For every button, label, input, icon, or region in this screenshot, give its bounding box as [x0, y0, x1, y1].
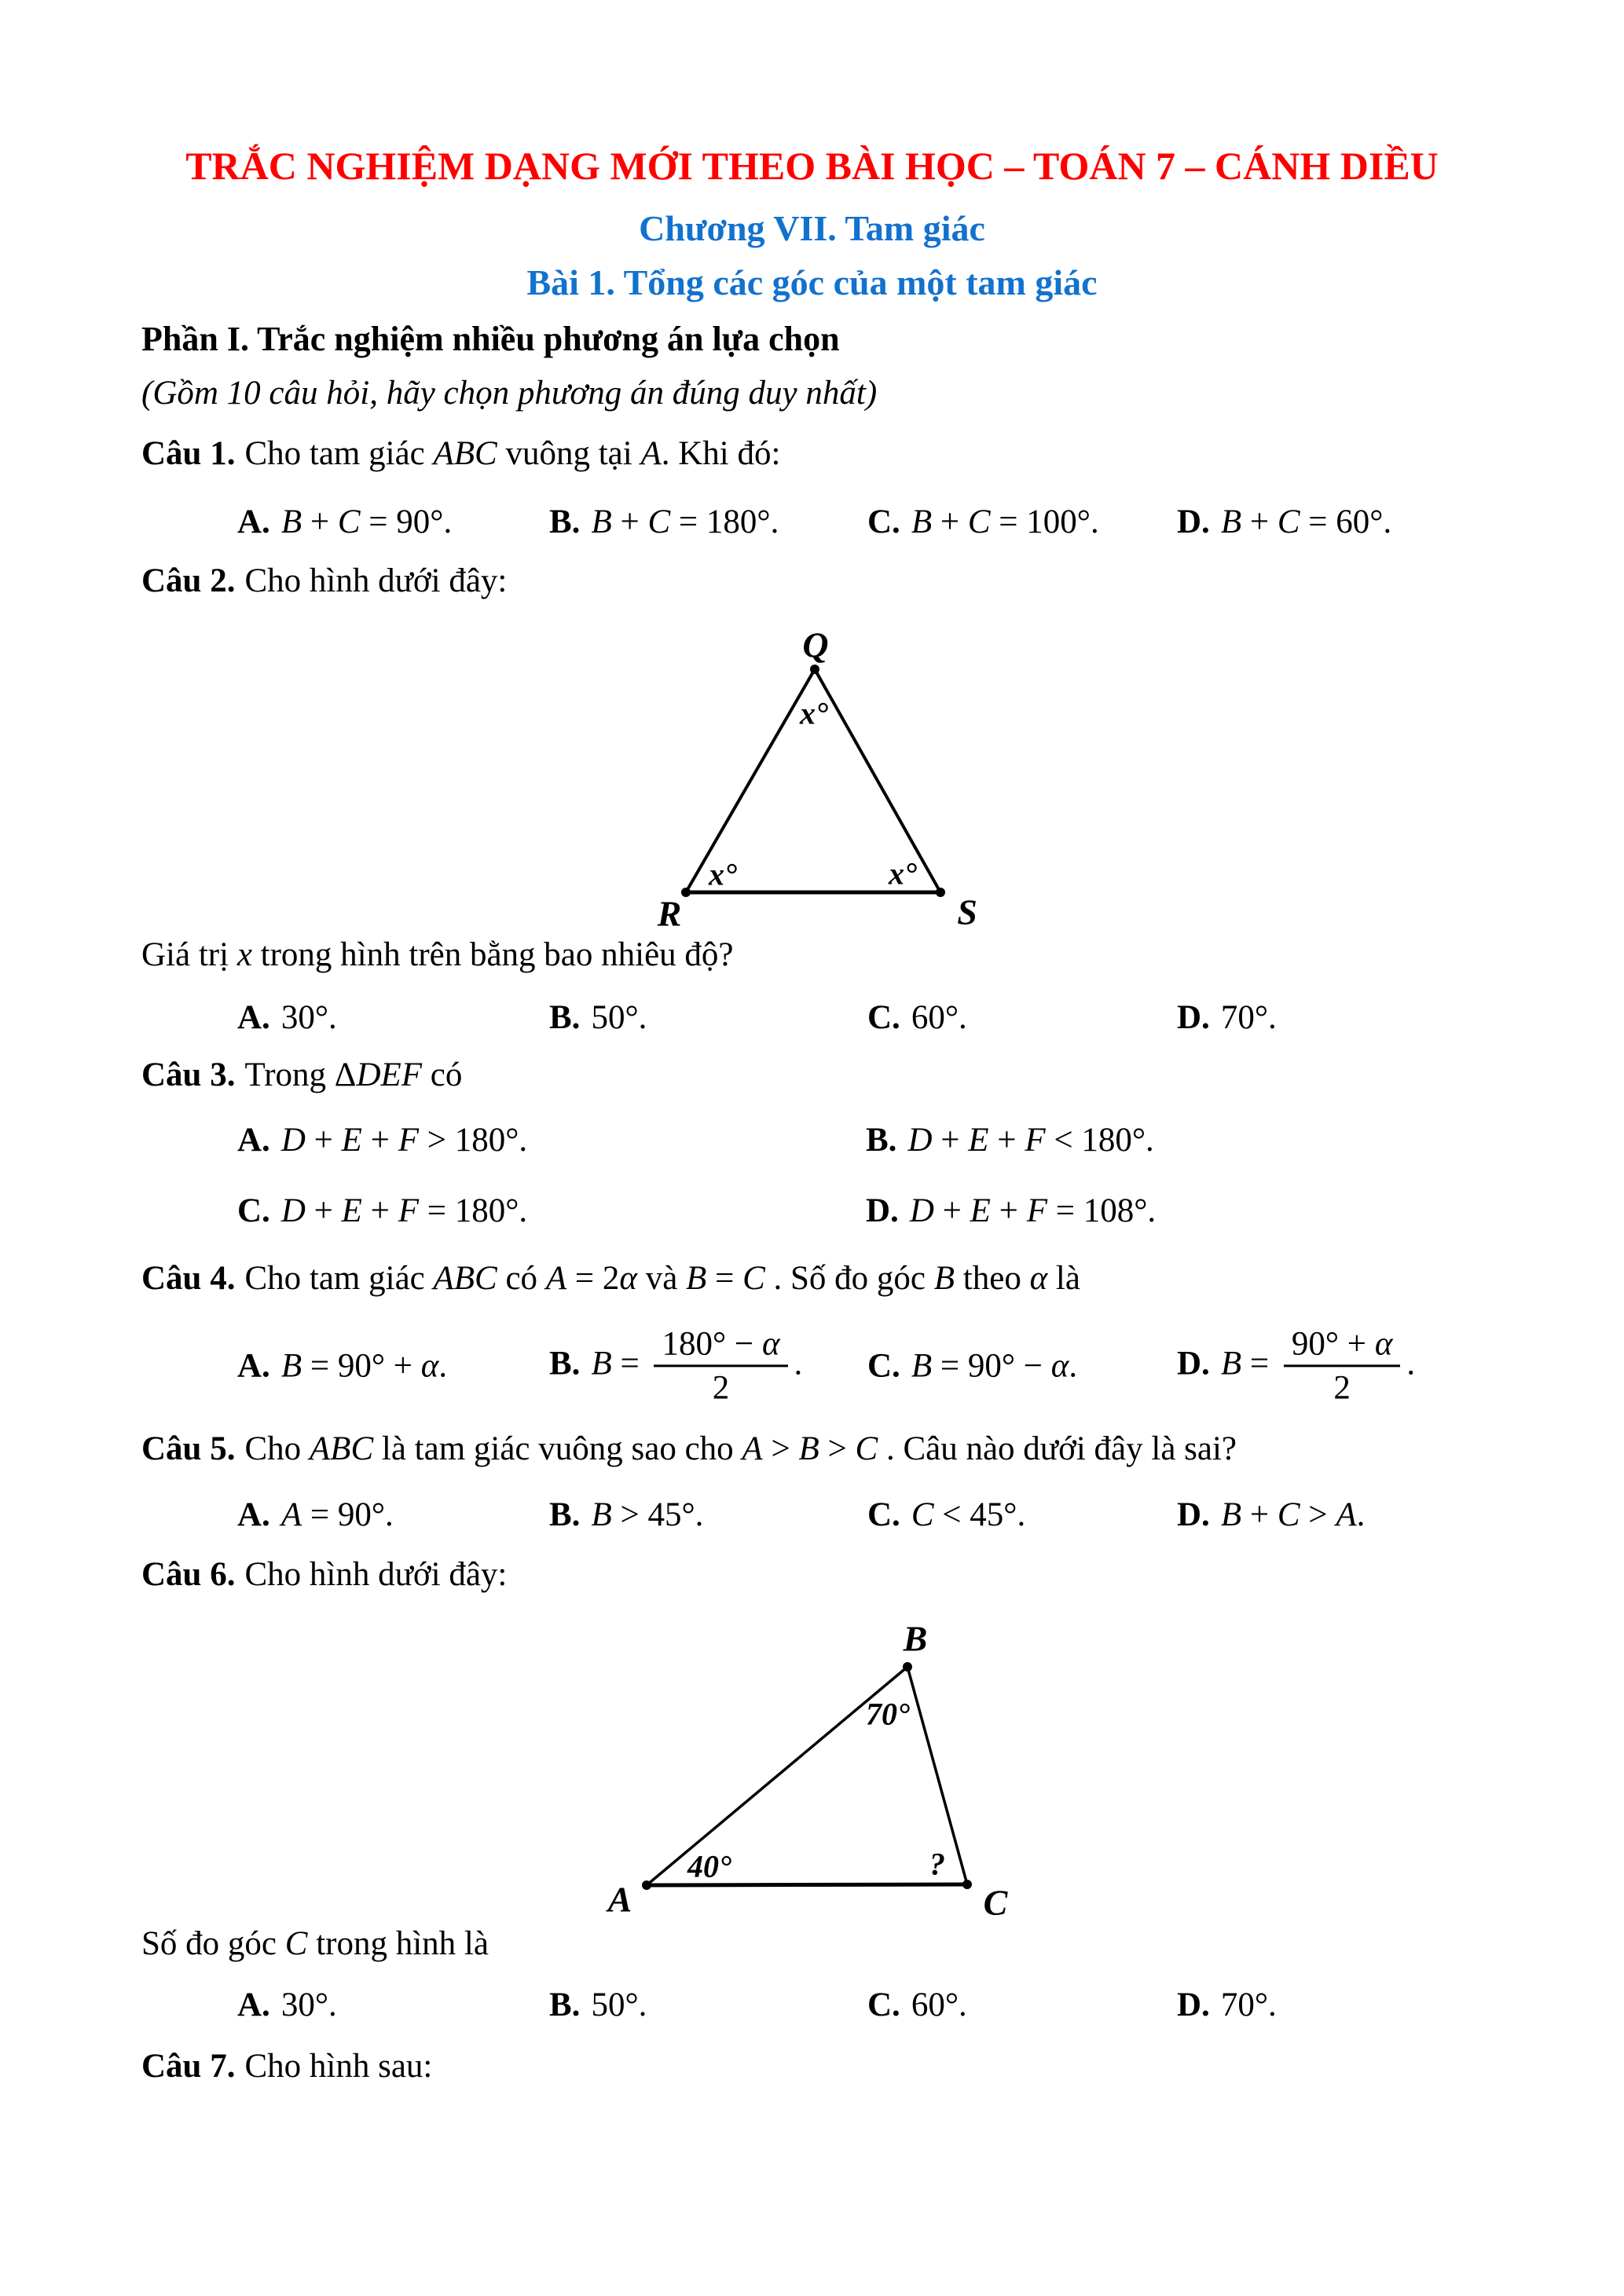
question-3-options-row2: [141, 1192, 1624, 1240]
q3-option-c: C. D + E + F = 180°.: [237, 1192, 528, 1229]
part-note: (Gồm 10 câu hỏi, hãy chọn phương án đúng duy nhất): [141, 375, 878, 412]
vertex-label-r: R: [657, 893, 682, 934]
question-2-options: [141, 998, 1624, 1047]
q5-option-c: C. C < 45°.: [867, 1496, 1026, 1533]
question-4-label: Câu 4.: [141, 1260, 236, 1297]
triangle-abc-drawing: [605, 1610, 1029, 1924]
question-1-options: [141, 503, 1624, 551]
part-heading: Phần I. Trắc nghiệm nhiều phương án lựa chọn: [141, 320, 840, 358]
q2-option-d: D. 70°.: [1177, 999, 1277, 1036]
figure-triangle-abc: [605, 1610, 1029, 1924]
question-6-prompt: Số đo góc C trong hình là: [141, 1925, 489, 1962]
vertex-label-c: C: [983, 1882, 1008, 1923]
question-2-prompt: Giá trị x trong hình trên bằng bao nhiêu độ?: [141, 936, 734, 973]
question-6-text: Cho hình dưới đây:: [244, 1556, 508, 1593]
q2-option-a: A. 30°.: [237, 999, 337, 1036]
q4-option-c: C. B = 90° − α.: [867, 1347, 1078, 1385]
q1-option-d: D. B + C = 60°.: [1177, 504, 1392, 540]
figure-triangle-qrs: [613, 624, 990, 934]
question-2: [141, 562, 507, 600]
q3-option-b: B. D + E + F < 180°.: [866, 1122, 1154, 1159]
q4-option-b: B. B = $\frac{180^\circ - \alpha}{2}$ .: [549, 1325, 803, 1407]
q1-option-c: C. B + C = 100°.: [867, 504, 1099, 540]
q2-option-c: C. 60°.: [867, 999, 967, 1036]
question-3-text: Trong ΔDEF có: [244, 1056, 463, 1093]
angle-label-s: x°: [889, 855, 917, 892]
doc-title: TRẮC NGHIỆM DẠNG MỚI THEO BÀI HỌC – TOÁN 7 – CÁNH DIỀU: [185, 144, 1439, 188]
q5-option-a: A. A = 90°.: [237, 1496, 394, 1533]
triangle-qrs-drawing: [613, 624, 990, 927]
q1-option-a: A. B + C = 90°.: [237, 504, 453, 540]
question-3: [141, 1056, 462, 1094]
q5-option-b: B. B > 45°.: [549, 1496, 704, 1533]
question-3-options-row1: [141, 1121, 1624, 1170]
question-1-label: Câu 1.: [141, 435, 236, 472]
vertex-label-b: B: [903, 1618, 928, 1659]
question-6-label: Câu 6.: [141, 1556, 236, 1593]
q3-option-a: A. D + E + F > 180°.: [237, 1122, 528, 1159]
question-3-label: Câu 3.: [141, 1056, 236, 1093]
question-1: [141, 434, 780, 473]
question-5-options: [141, 1496, 1624, 1544]
angle-label-r: x°: [709, 856, 737, 892]
chapter-heading: Chương VII. Tam giác: [639, 208, 985, 248]
question-4-text: Cho tam giác ABC có A = 2α và B = C . Số đo góc B theo α là: [244, 1260, 1080, 1297]
q4-option-d: D. B = $\frac{90^\circ + \alpha}{2}$ .: [1177, 1325, 1416, 1407]
q5-option-d: D. B + C > A.: [1177, 1496, 1366, 1533]
question-7-text: Cho hình sau:: [244, 2048, 433, 2085]
question-5-label: Câu 5.: [141, 1430, 236, 1467]
question-4: [141, 1259, 1080, 1298]
q1-option-b: B. B + C = 180°.: [549, 504, 779, 540]
angle-label-b: 70°: [866, 1696, 910, 1732]
vertex-label-a: A: [607, 1879, 632, 1920]
angle-label-c: ?: [929, 1846, 945, 1882]
q6-option-c: C. 60°.: [867, 1987, 967, 2023]
question-4-options: [141, 1307, 1624, 1425]
q4-option-a: A. B = 90° + α.: [237, 1347, 448, 1385]
question-7: [141, 2047, 432, 2085]
question-7-label: Câu 7.: [141, 2048, 236, 2085]
q6-option-d: D. 70°.: [1177, 1987, 1277, 2023]
question-1-text: Cho tam giác ABC vuông tại A. Khi đó:: [244, 435, 781, 472]
vertex-label-q: Q: [802, 624, 829, 665]
question-6-options: [141, 1986, 1624, 2034]
q6-option-a: A. 30°.: [237, 1987, 337, 2023]
angle-label-a: 40°: [687, 1848, 731, 1884]
q6-option-b: B. 50°.: [549, 1987, 647, 2023]
lesson-heading: Bài 1. Tổng các góc của một tam giác: [526, 262, 1098, 302]
angle-label-q: x°: [800, 695, 828, 731]
question-5-text: Cho ABC là tam giác vuông sao cho A > B > C . Câu nào dưới đây là sai?: [244, 1430, 1237, 1467]
q2-option-b: B. 50°.: [549, 999, 647, 1036]
question-2-text: Cho hình dưới đây:: [244, 562, 508, 599]
vertex-label-s: S: [957, 892, 977, 932]
question-6: [141, 1555, 507, 1594]
question-5: [141, 1430, 1237, 1468]
q3-option-d: D. D + E + F = 108°.: [866, 1192, 1157, 1229]
question-2-label: Câu 2.: [141, 562, 236, 599]
